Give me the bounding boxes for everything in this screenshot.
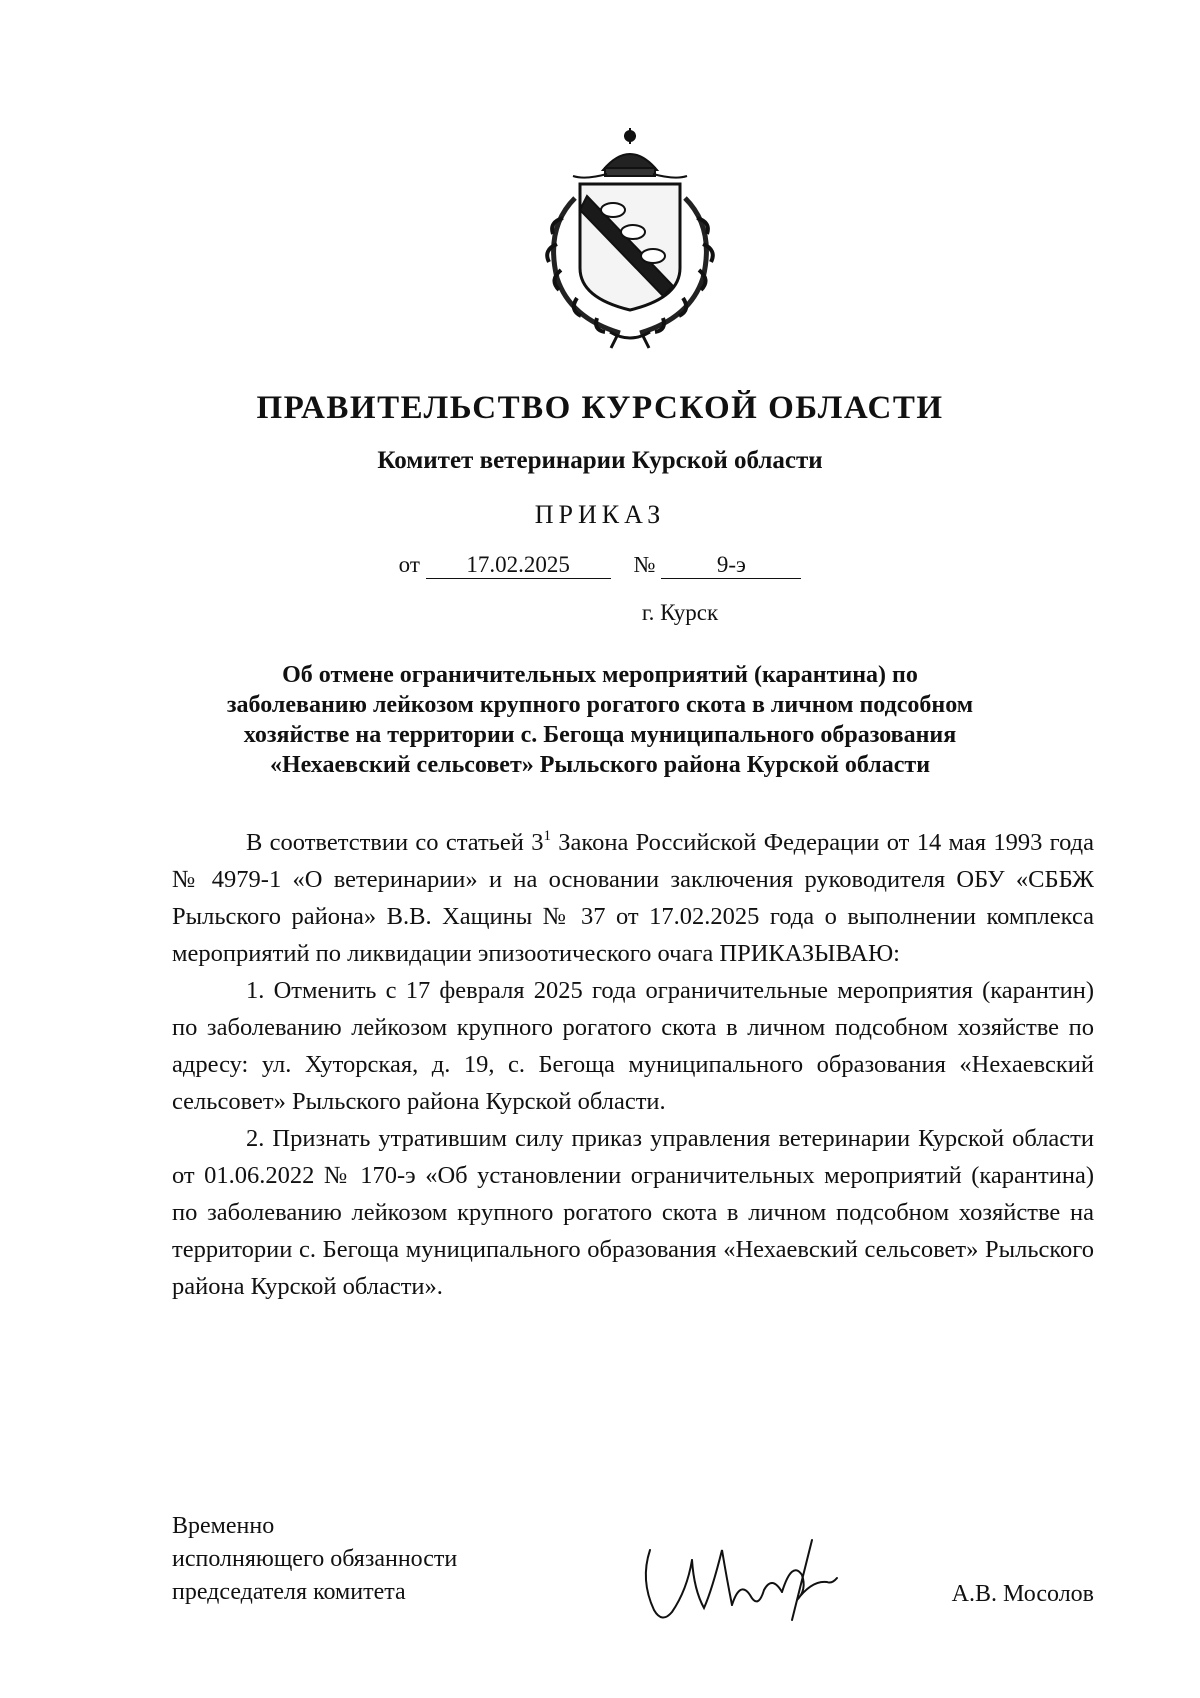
order-date: 17.02.2025 <box>426 552 611 579</box>
subject-line: Об отмене ограничительных мероприятий (карантина) по <box>282 662 918 688</box>
subject-line: хозяйстве на территории с. Бегоща муниципального образования <box>243 722 957 748</box>
order-item-2: 2. Признать утратившим силу приказ управления ветеринарии Курской области от 01.06.2022 № 170-э «Об установлении ограничительных мероприятий (карантина) по заболеванию лейкозом крупного рогатого скота в личном подсобном хозяйстве на территории с. Бегоща муниципального образования «Нехаевский сельсовет» Рыльского района Курской области». <box>172 1125 1094 1300</box>
order-number: 9-э <box>661 552 801 579</box>
number-prefix: № <box>633 552 656 577</box>
subject-line: «Нехаевский сельсовет» Рыльского района Курской области <box>269 752 931 778</box>
order-item-1: 1. Отменить с 17 февраля 2025 года ограничительные мероприятия (карантин) по заболеванию лейкозом крупного рогатого скота в личном подсобном хозяйстве по адресу: ул. Хуторская, д. 19, с. Бегоща муниципального образования «Нехаевский сельсовет» Рыльского района Курской области. <box>172 977 1094 1115</box>
document-type: ПРИКАЗ <box>534 500 666 529</box>
date-prefix: от <box>398 552 420 577</box>
coat-of-arms-icon <box>525 118 735 350</box>
city: г. Курск <box>641 600 719 625</box>
order-body <box>172 818 1094 1305</box>
handwritten-signature-icon <box>632 1520 852 1630</box>
article-superscript: 1 <box>543 828 551 844</box>
position-line: председателя комитета <box>172 1579 406 1605</box>
position-line: Временно <box>172 1513 275 1539</box>
intro-text-start: В соответствии со статьей 3 <box>246 829 544 856</box>
intro-text-end: Закона Российской Федерации от 14 мая 1993 года № 4979-1 «О ветеринарии» и на основании заключения руководителя ОБУ «СББЖ Рыльского района» В.В. Хащины № 37 от 17.02.2025 года о выполнении комплекса мероприятий по ликвидации эпизоотического очага ПРИКАЗЫВАЮ: <box>172 829 1094 967</box>
signer-position <box>172 1510 457 1609</box>
subject-line: заболеванию лейкозом крупного рогатого скота в личном подсобном <box>226 692 974 718</box>
intro-paragraph <box>172 818 1094 972</box>
signer-name: А.В. Мосолов <box>951 1581 1094 1607</box>
date-number-line <box>0 552 1200 579</box>
government-title: ПРАВИТЕЛЬСТВО КУРСКОЙ ОБЛАСТИ <box>256 390 944 426</box>
order-subject <box>0 660 1200 780</box>
position-line: исполняющего обязанности <box>172 1546 458 1572</box>
committee-name: Комитет ветеринарии Курской области <box>377 447 823 474</box>
signature-block <box>172 1510 1094 1640</box>
